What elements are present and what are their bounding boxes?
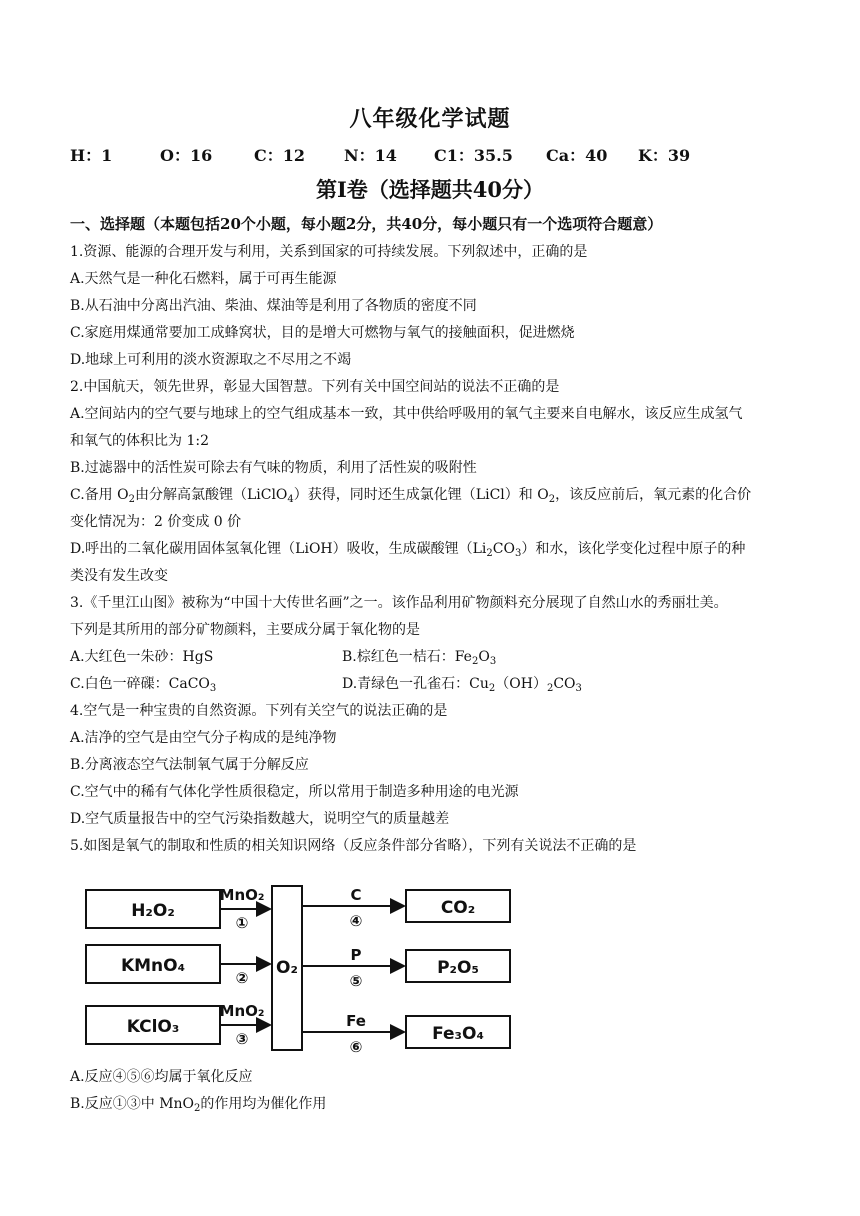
q1-option-a: A.天然气是一种化石燃料，属于可再生能源 [70,271,337,287]
q5-stem: 5.如图是氧气的制取和性质的相关知识网络（反应条件部分省略），下列有关说法不正确的是 [70,838,637,854]
q3-option-a: A.大红色一朱砂：HgS [70,649,214,665]
step-5-label: ⑤ [349,972,363,990]
step-2-label: ② [235,969,249,987]
catalyst-label-bottom: MnO₂ [219,1002,265,1020]
q1-option-b: B.从石油中分离出汽油、柴油、煤油等是利用了各物质的密度不同 [70,298,477,314]
product-p2o5: P₂O₅ [437,958,479,978]
catalyst-label-top: MnO₂ [219,886,265,904]
q5-option-a: A.反应④⑤⑥均属于氧化反应 [70,1069,253,1085]
part-one-title: 一、选择题（本题包括20个小题，每小题2分，共40分，每小题只有一个选项符合题意） [70,215,663,233]
oxygen-label: O₂ [276,958,298,978]
mass-h: H：1 [70,146,113,165]
reactant-kclo3: KClO₃ [126,1017,180,1037]
step-6-label: ⑥ [349,1038,363,1056]
q1-option-d: D.地球上可利用的淡水资源取之不尽用之不竭 [70,352,352,368]
q4-option-c: C.空气中的稀有气体化学性质很稳定，所以常用于制造多种用途的电光源 [70,784,519,800]
product-fe3o4: Fe₃O₄ [432,1024,484,1044]
mass-ca: Ca：40 [546,146,608,165]
q2-option-a-line1: A.空间站内的空气要与地球上的空气组成基本一致，其中供给呼吸用的氧气主要来自电解水，该反应生成氢气 [70,406,743,422]
q3-stem-line1: 3.《千里江山图》被称为“中国十大传世名画”之一。该作品利用矿物颜料充分展现了自然山水的秀丽壮美。 [70,595,728,611]
q2-option-c-line1: C.备用 $O_2$由分解高氯酸锂（LiClO$_4$）获得，同时还生成氯化锂（LiCl）和 $O_2$，该反应前后，氧元素的化合价 [70,487,752,505]
atomic-masses [70,143,690,166]
q2-option-d-line1: D.呼出的二氧化碳用固体氢氧化锂（LiOH）吸收，生成碳酸锂$(Li_2CO_3)$和水，该化学变化过程中原子的种 [70,541,746,559]
mass-c: C：12 [254,146,306,165]
section-title: 第Ⅰ卷（选择题共40分） [315,177,545,202]
mass-n: N：14 [344,146,397,165]
q1-stem: 1.资源、能源的合理开发与利用，关系到国家的可持续发展。下列叙述中，正确的是 [70,244,588,260]
product-co2: CO₂ [440,898,476,918]
q4-option-a: A.洁净的空气是由空气分子构成的是纯净物 [70,730,337,746]
element-p: P [350,946,362,964]
element-c: C [350,886,362,904]
q2-option-a-line2: 和氧气的体积比为 1:2 [70,433,209,449]
reactant-h2o2: H₂O₂ [131,901,175,921]
q2-option-d-line2: 类没有发生改变 [70,568,168,584]
q4-option-d: D.空气质量报告中的空气污染指数越大，说明空气的质量越差 [70,811,450,827]
step-4-label: ④ [349,912,363,930]
q1-option-c: C.家庭用煤通常要加工成蜂窝状，目的是增大可燃物与氧气的接触面积，促进燃烧 [70,325,575,341]
mass-k: K：39 [638,146,691,165]
q4-option-b: B.分离液态空气法制氧气属于分解反应 [70,757,309,773]
mass-o: O：16 [160,146,213,165]
mass-cl: C1：35.5 [434,146,513,165]
q2-stem: 2.中国航天，领先世界，彰显大国智慧。下列有关中国空间站的说法不正确的是 [70,379,560,395]
page-title: 八年级化学试题 [349,106,511,132]
q3-option-b: B.棕红色一桔石：$Fe_2O_3$ [342,649,497,667]
step-3-label: ③ [235,1030,249,1048]
element-fe: Fe [346,1012,366,1030]
q5-option-b: B.反应①③中 MnO$_2$的作用均为催化作用 [70,1096,327,1114]
q3-option-d: D.青绿色一孔雀石：$Cu_2(OH)_2CO_3$ [342,676,582,694]
q2-option-b: B.过滤器中的活性炭可除去有气味的物质，利用了活性炭的吸附性 [70,460,477,476]
oxygen-network-diagram [80,878,520,1058]
q3-option-c: C.白色一碎磲：CaCO$_3$ [70,676,217,694]
reactant-kmno4: KMnO₄ [120,956,186,976]
q4-stem: 4.空气是一种宝贵的自然资源。下列有关空气的说法正确的是 [70,703,448,719]
step-1-label: ① [235,914,249,932]
q2-option-c-line2: 变化情况为：2 价变成 0 价 [70,514,242,530]
q3-stem-line2: 下列是其所用的部分矿物颜料，主要成分属于氧化物的是 [70,622,420,638]
